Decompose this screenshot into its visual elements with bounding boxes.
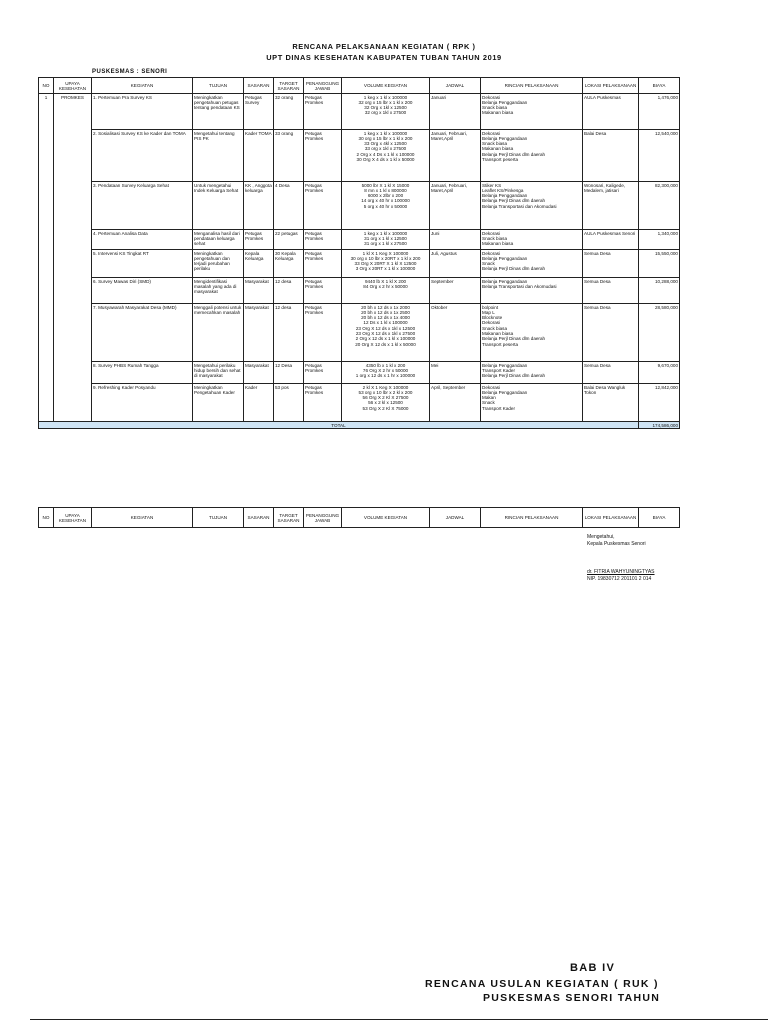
rincian-line: Snack <box>482 261 495 267</box>
rincian-line: Transport Kader <box>482 367 516 373</box>
rincian-line: Belanja Penggandaan <box>482 255 528 261</box>
rincian-line: Belanja Perjl Dinas dlm daerah <box>482 151 546 157</box>
rincian-line: Dekorasi <box>482 384 501 390</box>
rincian-line: Belanja Penggandaan <box>482 99 528 105</box>
col-header-kegiatan: KEGIATAN <box>92 78 193 94</box>
cell-jadwal: Januari, Februari, Maret,April <box>430 182 481 230</box>
cell-rincian <box>481 250 583 278</box>
cell-lokasi: Semua Desa <box>583 304 639 362</box>
volume-line: 20 bh x 12 ds x 1x 4000 <box>361 315 410 321</box>
rincian-line: Makan <box>482 395 496 401</box>
volume-line: 5 org x 40 hr x 50000 <box>363 203 408 209</box>
cell-pj: Petugas Promkes <box>304 384 342 422</box>
cell-jadwal: Juni <box>430 230 481 250</box>
cell-tujuan: Meningkatkan pengetahuan petugas tentang pendataan KS <box>193 94 244 130</box>
puskesmas-label: PUSKESMAS : SENORI <box>92 69 168 75</box>
cell-rincian <box>481 384 583 422</box>
rincian-line: Dekorasi <box>482 94 501 100</box>
cell-target: 12 Desa <box>274 362 304 384</box>
volume-line: 33 org x 1kl x 27500 <box>364 146 407 152</box>
col-header-tujuan: TUJUAN <box>193 78 244 94</box>
cell-sasaran: Kepala Keluarga <box>244 250 274 278</box>
volume-line: 56 Org X 2 Kl X 27500 <box>362 395 409 401</box>
cell-sasaran: Masyarakat <box>244 304 274 362</box>
volume-line: 84 Org x 2 hr x 50000 <box>363 283 408 289</box>
table-row <box>39 94 680 130</box>
cell-volume <box>342 362 430 384</box>
rincian-line: Belanja Perjl Dinas dlm daerah <box>482 336 546 342</box>
col-header-lokasi: LOKASI PELAKSANAAN <box>583 78 639 94</box>
table-row <box>39 384 680 422</box>
volume-line: 3 Org x 20RT x 1 kl x 100000 <box>355 266 416 272</box>
bab-heading: BAB IV <box>570 962 616 974</box>
col-header-upaya: UPAYA KESEHATAN <box>54 78 92 94</box>
cell-pj: Petugas Promkes <box>304 250 342 278</box>
table-row <box>39 362 680 384</box>
rincian-line: Belanja Penggandaan <box>482 389 528 395</box>
cell-sasaran: KK , Anggota keluarga <box>244 182 274 230</box>
col-header-sasaran: SASARAN <box>244 78 274 94</box>
volume-line: 12 Ds x 1 kl x 100000 <box>363 320 408 326</box>
rincian-line: Snack <box>482 400 495 406</box>
rincian-line: Belanja Transportasi dan Akomudasi <box>482 203 557 209</box>
program-upaya: PROMKES <box>54 94 92 422</box>
cell-biaya: 82,300,000 <box>639 182 680 230</box>
rincian-line: Map L <box>482 309 495 315</box>
cell-volume <box>342 250 430 278</box>
ruk-col-biaya: BIAYA <box>639 508 680 528</box>
cell-volume <box>342 304 430 362</box>
rincian-line: Dekorasi <box>482 230 501 236</box>
cell-pj: Petugas Promkes <box>304 362 342 384</box>
bab-subtitle: PUSKESMAS SENORI TAHUN <box>483 992 661 1004</box>
cell-pj: Petugas Promkes <box>304 230 342 250</box>
cell-sasaran: Petugas Promkes <box>244 230 274 250</box>
rincian-line: Makanan biasa <box>482 110 514 116</box>
table-row <box>39 182 680 230</box>
cell-jadwal: April, September <box>430 384 481 422</box>
cell-tujuan: Meningkatkan pengetahuan dan terjadi perubahan perilaku <box>193 250 244 278</box>
volume-line: 14 org x 40 hr x 100000 <box>361 198 410 204</box>
table-header-row <box>39 78 680 94</box>
cell-lokasi: Semua Desa <box>583 278 639 304</box>
rincian-line: bolpoint <box>482 304 499 310</box>
col-header-jadwal: JADWAL <box>430 78 481 94</box>
volume-line: 20 bh x 12 ds x 1x 2500 <box>361 309 410 315</box>
rincian-line: Transport peserta <box>482 156 519 162</box>
cell-kegiatan: 5. Intervensi KS Tingkat RT <box>92 250 193 278</box>
rincian-line: Snack biasa <box>482 235 508 241</box>
cell-kegiatan: 1. Pertemuan Pra Survey KS <box>92 94 193 130</box>
total-label: TOTAL <box>39 422 639 429</box>
col-header-pj: PENANGGUNG JAWAB <box>304 78 342 94</box>
col-header-target: TARGET SASARAN <box>274 78 304 94</box>
volume-line: 8 mn x 1 kl x 800000 <box>364 187 407 193</box>
volume-line: 9440 lb X 1 kl X 200 <box>364 278 407 284</box>
cell-target: 12 desa <box>274 278 304 304</box>
cell-kegiatan: 9. Refreshing Kader Posyandu <box>92 384 193 422</box>
table-row <box>39 230 680 250</box>
rincian-line: Blocknote <box>482 315 503 321</box>
volume-line: 33 Org X 20RT X 1 kl X 12500 <box>354 261 417 267</box>
cell-volume <box>342 94 430 130</box>
rincian-line: Belanja Penggandaan <box>482 193 528 199</box>
ruk-col-jadwal: JADWAL <box>430 508 481 528</box>
volume-line: 1 keg x 1 kl x 100000 <box>363 94 408 100</box>
cell-tujuan: Meningkatkan Pengetahuan Kader <box>193 384 244 422</box>
cell-jadwal: Juli, Agustus <box>430 250 481 278</box>
cell-volume <box>342 384 430 422</box>
col-header-biaya: BIAYA <box>639 78 680 94</box>
cell-kegiatan: 4. Pertemuan Analisa Data <box>92 230 193 250</box>
table-row <box>39 250 680 278</box>
cell-kegiatan: 7. Musyawarah Masyarakat Desa (MMD) <box>92 304 193 362</box>
volume-line: 1 keg x 1 kl x 100000 <box>363 230 408 236</box>
cell-lokasi: Wonosari, Kaligede, Medalem, jatisari <box>583 182 639 230</box>
cell-biaya: 28,580,000 <box>639 304 680 362</box>
ruk-col-lokasi: LOKASI PELAKSANAAN <box>583 508 639 528</box>
ruk-col-rincian: RINCIAN PELAKSANAAN <box>481 508 583 528</box>
cell-lokasi: AULA Puskesmas <box>583 94 639 130</box>
bab-title: RENCANA USULAN KEGIATAN ( RUK ) <box>425 978 659 990</box>
cell-target: 30 Kepala Keluarga <box>274 250 304 278</box>
cell-sasaran: Kader <box>244 384 274 422</box>
col-header-rincian: RINCIAN PELAKSANAAN <box>481 78 583 94</box>
document-subtitle: UPT DINAS KESEHATAN KABUPATEN TUBAN TAHUN 2019 <box>266 53 502 62</box>
cell-tujuan: Untuk mengetahui Indek Keluarga Sehat <box>193 182 244 230</box>
volume-line: 76 Org X 2 hr x 50000 <box>362 367 409 373</box>
cell-lokasi: AULA Puskesmas Senori <box>583 230 639 250</box>
total-row <box>39 422 680 429</box>
cell-jadwal: Januari, Februari, Maret,April <box>430 130 481 182</box>
cell-kegiatan: 2. Sosialisasi Survey KS ke Kader dan TOMA <box>92 130 193 182</box>
cell-rincian <box>481 362 583 384</box>
volume-line: 1 keg x 1 kl x 100000 <box>363 130 408 136</box>
volume-line: 31 org x 1 kl x 12500 <box>364 235 407 241</box>
rincian-line: Transport Kader <box>482 405 516 411</box>
cell-volume <box>342 182 430 230</box>
cell-lokasi: Semua Desa <box>583 250 639 278</box>
table-row <box>39 304 680 362</box>
volume-line: 32 org x 15 lbr x 1 kl x 200 <box>358 99 413 105</box>
volume-line: 20 Org X 12 ds x 1 kl x 50000 <box>355 341 416 347</box>
cell-tujuan: Menganalisa hasil dari pendataan keluarga sehat <box>193 230 244 250</box>
rincian-line: Stiker KS <box>482 182 502 188</box>
cell-lokasi: Balai Desa <box>583 130 639 182</box>
cell-jadwal: Januari <box>430 94 481 130</box>
cell-biaya: 10,288,000 <box>639 278 680 304</box>
volume-line: 33 Org x 4kl x 12500 <box>364 141 407 147</box>
program-no: 1 <box>39 94 54 422</box>
rincian-line: Transport peserta <box>482 341 519 347</box>
volume-line: 2 kl X 1 Keg X 100000 <box>362 384 409 390</box>
cell-kegiatan: 3. Pendataan Survey Keluarga Sehat <box>92 182 193 230</box>
ruk-col-tujuan: TUJUAN <box>193 508 244 528</box>
cell-sasaran: Petugas Survey <box>244 94 274 130</box>
document-title: RENCANA PELAKSANAAN KEGIATAN ( RPK ) <box>292 42 476 51</box>
ruk-header-row <box>39 508 680 528</box>
cell-rincian <box>481 94 583 130</box>
table-row <box>39 130 680 182</box>
cell-jadwal: Mei <box>430 362 481 384</box>
rincian-line: Snack biasa <box>482 141 508 147</box>
cell-jadwal: Oktober <box>430 304 481 362</box>
cell-volume <box>342 230 430 250</box>
rincian-line: Makanan biasa <box>482 330 514 336</box>
volume-line: 30 Org X 4 ds x 1 kl x 50000 <box>356 156 415 162</box>
volume-line: 23 Org X 12 ds x 1kl x 27500 <box>355 330 416 336</box>
ruk-header-table <box>38 507 680 528</box>
rincian-line: Snack biasa <box>482 325 508 331</box>
col-header-no: NO <box>39 78 54 94</box>
signature-nip: NIP. 19830712 201101 2 014 <box>587 576 652 582</box>
cell-jadwal: September <box>430 278 481 304</box>
cell-target: 53 pos <box>274 384 304 422</box>
cell-pj: Petugas Promkes <box>304 278 342 304</box>
volume-line: 2 Org x 12 ds x 1 kl x 100000 <box>355 336 416 342</box>
cell-target: 22 petugas <box>274 230 304 250</box>
volume-line: 32 org x 1kl x 27500 <box>364 110 407 116</box>
cell-tujuan: Menggali potensi untuk memecahkan masalah <box>193 304 244 362</box>
cell-sasaran: Masyarakat <box>244 278 274 304</box>
ruk-col-no: NO <box>39 508 54 528</box>
volume-line: 56 x 2 kl x 12500 <box>368 400 403 406</box>
rincian-line: Belanja Perjl Dinas dlm daerah <box>482 373 546 379</box>
volume-line: 53 org x 10 lbr x 2 kl x 200 <box>358 389 413 395</box>
rincian-line: Belanja Perjl Dinas dlm daerah <box>482 198 546 204</box>
cell-rincian <box>481 304 583 362</box>
volume-line: 23 Org X 12 ds x 1kl x 12500 <box>355 325 416 331</box>
volume-line: 6000 x 2lbr x 200 <box>367 193 404 199</box>
volume-line: 4350 lb x 1 kl x 200 <box>365 362 406 368</box>
cell-sasaran: Kader TOMA <box>244 130 274 182</box>
cell-volume <box>342 278 430 304</box>
total-value: 174,586,000 <box>639 422 680 429</box>
ruk-col-volume: VOLUME KEGIATAN <box>342 508 430 528</box>
volume-line: 20 bh x 12 ds x 1x 2000 <box>361 304 410 310</box>
rincian-line: Belanja Transportasi dan Akomudasi <box>482 283 557 289</box>
cell-target: 33 orang <box>274 130 304 182</box>
cell-rincian <box>481 278 583 304</box>
cell-rincian <box>481 230 583 250</box>
rincian-line: Makanan biasa <box>482 241 514 247</box>
rpk-table <box>38 77 680 429</box>
volume-line: 2 Org x 4 Ds x 1 kl x 100000 <box>356 151 415 157</box>
cell-target: 12 desa <box>274 304 304 362</box>
rincian-line: Belanja Penggandaan <box>482 135 528 141</box>
signature-position: Kepala Puskesmas Senori <box>587 541 646 547</box>
rincian-line: Belanja Perjl Dinas dlm daerah <box>482 266 546 272</box>
cell-pj: Petugas Promkes <box>304 130 342 182</box>
cell-tujuan: Mengidentifikasi masalah yang ada di masyarakat <box>193 278 244 304</box>
cell-biaya: 1,340,000 <box>639 230 680 250</box>
cell-biaya: 15,550,000 <box>639 250 680 278</box>
cell-target: 4 Desa <box>274 182 304 230</box>
volume-line: 32 Org x 1kl x 12500 <box>364 105 407 111</box>
cell-tujuan: Mengetahui perilaku hidup bersih dan sehat di masyarakat <box>193 362 244 384</box>
cell-volume <box>342 130 430 182</box>
cell-pj: Petugas Promkes <box>304 182 342 230</box>
table-row <box>39 278 680 304</box>
volume-line: 30 org x 10 lbr x 20RT x 1 kl x 200 <box>350 255 421 261</box>
ruk-col-target: TARGET SASARAN <box>274 508 304 528</box>
rincian-line: Makanan biasa <box>482 146 514 152</box>
volume-line: 31 org x 1 kl x 27500 <box>364 241 407 247</box>
volume-line: 5000 lbr X 1 kl X 15000 <box>361 182 410 188</box>
cell-sasaran: Masyarakat <box>244 362 274 384</box>
cell-tujuan: Mengetahui tentang PIS PK <box>193 130 244 182</box>
volume-line: 53 Org X 2 Kl X 75000 <box>362 405 409 411</box>
cell-biaya: 12,540,000 <box>639 130 680 182</box>
rincian-line: Snack biasa <box>482 105 508 111</box>
rincian-line: Dekorasi <box>482 250 501 256</box>
cell-kegiatan: 8. Survey PHBS Rumah Tangga <box>92 362 193 384</box>
cell-biaya: 12,842,000 <box>639 384 680 422</box>
cell-lokasi: Balai Desa Wangluk Tokon <box>583 384 639 422</box>
signature-mengetahui: Mengetahui, <box>587 534 615 540</box>
cell-kegiatan: 6. Survey Mawas Diri (SMD) <box>92 278 193 304</box>
cell-rincian <box>481 130 583 182</box>
rincian-line: Belanja Penggandaan <box>482 362 528 368</box>
cell-biaya: 1,476,000 <box>639 94 680 130</box>
volume-line: 1 kl X 1 Keg X 100000 <box>362 250 409 256</box>
volume-line: 1 org x 12 ds x 1 hr x 100000 <box>355 373 416 379</box>
bottom-table-edge <box>30 1019 768 1026</box>
cell-rincian <box>481 182 583 230</box>
volume-line: 30 org x 15 lbr x 1 kl x 200 <box>358 135 413 141</box>
signature-name: dr. FITRIA WAHYUNINGTYAS <box>587 569 655 575</box>
cell-biaya: 9,670,000 <box>639 362 680 384</box>
ruk-col-kegiatan: KEGIATAN <box>92 508 193 528</box>
cell-pj: Petugas Promkes <box>304 304 342 362</box>
rincian-line: Leaflet KS/Pinkesga <box>482 187 524 193</box>
ruk-col-sasaran: SASARAN <box>244 508 274 528</box>
cell-pj: Petugas Promkes <box>304 94 342 130</box>
rincian-line: Dekorasi <box>482 320 501 326</box>
cell-lokasi: Semua Desa <box>583 362 639 384</box>
col-header-volume: VOLUME KEGIATAN <box>342 78 430 94</box>
cell-target: 32 orang <box>274 94 304 130</box>
rincian-line: Belanja Penggandaan <box>482 278 528 284</box>
ruk-col-pj: PENANGGUNG JAWAB <box>304 508 342 528</box>
ruk-col-upaya: UPAYA KESEHATAN <box>54 508 92 528</box>
rincian-line: Dekorasi <box>482 130 501 136</box>
